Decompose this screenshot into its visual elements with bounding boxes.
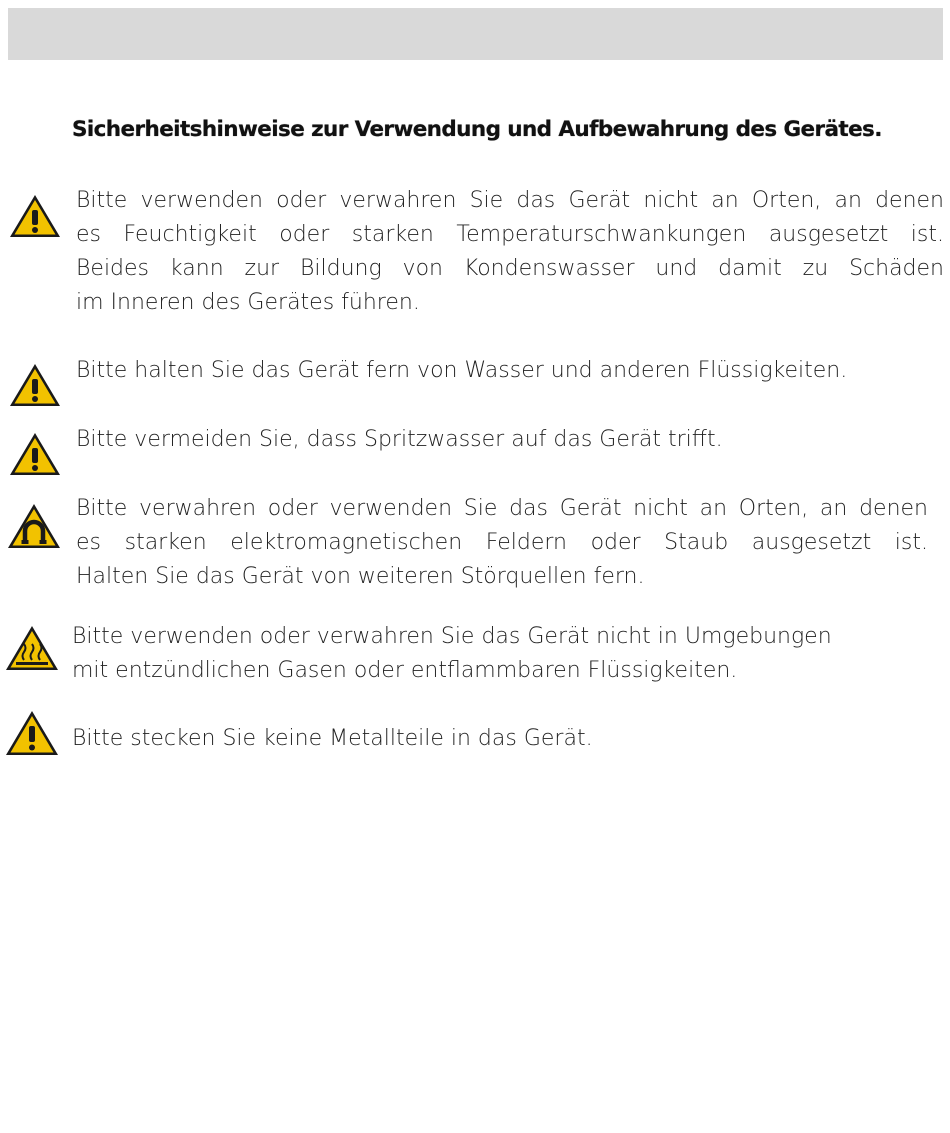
warning-exclamation-icon	[8, 362, 62, 408]
warning-text-line: Beides kann zur Bildung von Kondenswasser und damit zu Schäden	[76, 256, 944, 281]
warning-text-line: es Feuchtigkeit oder starken Temperaturschwankungen ausgesetzt ist.	[76, 222, 944, 247]
warning-text-line: Bitte stecken Sie keine Metallteile in das Gerät.	[72, 726, 593, 751]
header-bar	[8, 8, 943, 60]
warning-text-line: Halten Sie das Gerät von weiteren Störquellen fern.	[76, 564, 645, 589]
warning-text-line: Bitte verwenden oder verwahren Sie das Gerät nicht in Umgebungen	[72, 624, 832, 649]
warning-exclamation-icon	[8, 193, 62, 239]
warning-text-line: Bitte halten Sie das Gerät fern von Wasser und anderen Flüssigkeiten.	[76, 358, 848, 383]
warning-text-line: Bitte verwahren oder verwenden Sie das Gerät nicht an Orten, an denen	[76, 496, 928, 521]
warning-text-line: im Inneren des Gerätes führen.	[76, 290, 420, 315]
warning-text-line: es starken elektromagnetischen Feldern oder Staub ausgesetzt ist.	[76, 530, 928, 555]
page-title: Sicherheitshinweise zur Verwendung und Aufbewahrung des Gerätes.	[72, 117, 882, 142]
warning-exclamation-icon	[8, 431, 62, 477]
hot-surface-warning-icon	[4, 624, 60, 672]
magnetic-field-warning-icon	[6, 502, 62, 550]
warning-text-line: Bitte verwenden oder verwahren Sie das Gerät nicht an Orten, an denen	[76, 188, 944, 213]
warning-text-line: Bitte vermeiden Sie, dass Spritzwasser auf das Gerät trifft.	[76, 427, 723, 452]
warning-text-line: mit entzündlichen Gasen oder entflammbaren Flüssigkeiten.	[72, 658, 738, 683]
warning-exclamation-icon	[4, 709, 60, 757]
